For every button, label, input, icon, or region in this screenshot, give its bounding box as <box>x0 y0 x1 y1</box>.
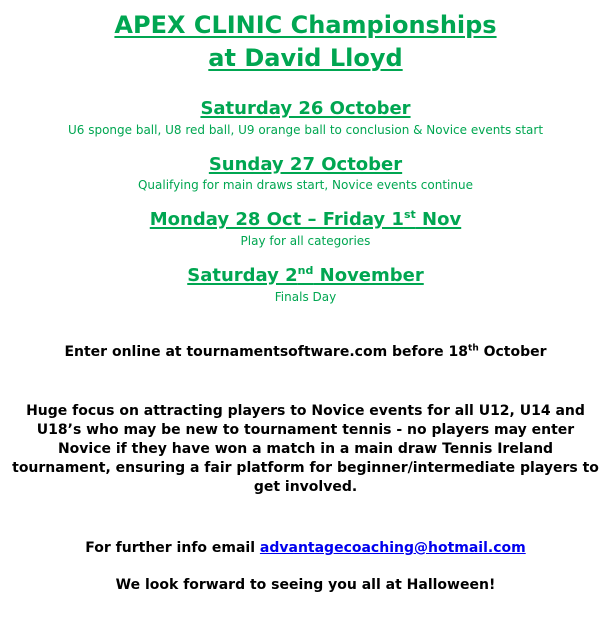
schedule-heading-4-after: November <box>313 265 424 286</box>
schedule-heading-1 <box>0 98 611 120</box>
contact-info-prefix: For further info email <box>85 540 260 556</box>
entry-instructions-sup: th <box>468 343 479 354</box>
schedule-heading-4-text: Saturday 2 <box>187 265 298 286</box>
schedule-heading-2 <box>0 154 611 176</box>
entry-instructions-after: October <box>478 344 547 360</box>
schedule-details-3: Play for all categories <box>240 234 371 248</box>
schedule-heading-2-text: Sunday 27 October <box>208 154 403 175</box>
contact-info <box>8 539 603 558</box>
schedule-heading-4 <box>0 265 611 287</box>
schedule-heading-4-sup: nd <box>297 264 314 277</box>
email-link[interactable]: advantagecoaching@hotmail.com <box>259 540 526 556</box>
schedule-heading-3-after: Nov <box>415 209 462 230</box>
page-title: APEX CLINIC Championships <box>114 11 497 39</box>
entry-instructions <box>8 343 603 362</box>
closing-message: We look forward to seeing you all at Halloween! <box>115 577 496 593</box>
schedule-heading-1-text: Saturday 26 October <box>200 98 411 119</box>
schedule-details-1: U6 sponge ball, U8 red ball, U9 orange ball to conclusion & Novice events start <box>67 123 544 137</box>
schedule-heading-3 <box>0 209 611 231</box>
schedule-heading-3-text: Monday 28 Oct – Friday 1 <box>149 209 404 230</box>
novice-focus-paragraph: Huge focus on attracting players to Novice events for all U12, U14 and U18’s who may be new to tournament tennis - no players may enter Novice if they have won a match in a main draw Tennis Ireland tournament, ensuring a fair platform for beginner/intermediate players to get involved. <box>12 403 599 495</box>
page-subtitle: at David Lloyd <box>208 44 403 72</box>
schedule-details-2: Qualifying for main draws start, Novice events continue <box>137 178 473 192</box>
entry-instructions-text: Enter online at tournamentsoftware.com before 18 <box>64 344 469 360</box>
schedule-heading-3-sup: st <box>403 208 416 221</box>
schedule-details-4: Finals Day <box>274 290 337 304</box>
